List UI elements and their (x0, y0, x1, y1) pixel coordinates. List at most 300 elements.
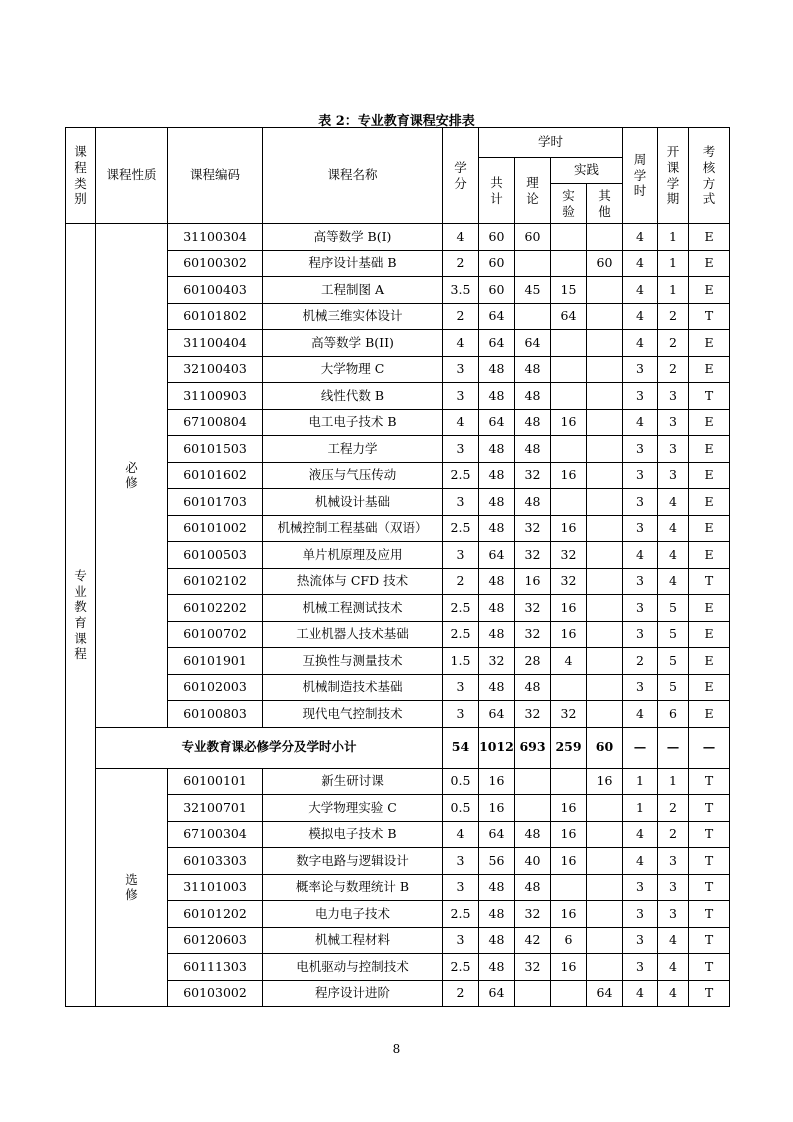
cell-sem: 3 (658, 901, 689, 928)
cell-other (587, 409, 623, 436)
cell-weekly: 3 (623, 383, 658, 410)
cell-name: 互换性与测量技术 (263, 648, 443, 675)
cell-code: 60102202 (168, 595, 263, 622)
cell-other (587, 462, 623, 489)
cell-exp: 16 (551, 462, 587, 489)
cell-sem: 3 (658, 436, 689, 463)
cell-assess: E (689, 701, 730, 728)
cell-name: 大学物理实验 C (263, 795, 443, 822)
header-semester: 开课学期 (658, 128, 689, 224)
cell-total: 48 (479, 356, 515, 383)
required-cell: 必修 (96, 224, 168, 728)
cell-code: 60111303 (168, 954, 263, 981)
cell-credit: 2.5 (443, 954, 479, 981)
header-other: 其他 (587, 184, 623, 224)
cell-name: 程序设计进阶 (263, 980, 443, 1007)
cell-assess: E (689, 436, 730, 463)
cell-total: 48 (479, 954, 515, 981)
cell-assess: T (689, 927, 730, 954)
cell-weekly: 4 (623, 303, 658, 330)
cell-name: 现代电气控制技术 (263, 701, 443, 728)
cell-exp (551, 224, 587, 251)
cell-exp: 64 (551, 303, 587, 330)
cell-sem: 6 (658, 701, 689, 728)
cell-sem: 2 (658, 821, 689, 848)
cell-exp: 6 (551, 927, 587, 954)
cell-sem: 4 (658, 489, 689, 516)
subtotal-total: 1012 (479, 727, 515, 768)
cell-total: 48 (479, 595, 515, 622)
category-cell: 专业教育课程 (66, 224, 96, 1007)
cell-sem: 4 (658, 980, 689, 1007)
cell-other (587, 356, 623, 383)
cell-weekly: 3 (623, 901, 658, 928)
cell-code: 60101002 (168, 515, 263, 542)
cell-weekly: 2 (623, 648, 658, 675)
cell-assess: T (689, 795, 730, 822)
cell-code: 60100503 (168, 542, 263, 569)
cell-name: 机械三维实体设计 (263, 303, 443, 330)
cell-weekly: 3 (623, 874, 658, 901)
cell-weekly: 3 (623, 436, 658, 463)
cell-assess: T (689, 980, 730, 1007)
cell-other (587, 330, 623, 357)
cell-credit: 0.5 (443, 795, 479, 822)
cell-weekly: 4 (623, 542, 658, 569)
cell-theory: 60 (515, 224, 551, 251)
cell-code: 60100101 (168, 768, 263, 795)
subtotal-exp: 259 (551, 727, 587, 768)
cell-credit: 2 (443, 303, 479, 330)
cell-total: 60 (479, 277, 515, 304)
cell-other (587, 927, 623, 954)
cell-theory (515, 795, 551, 822)
cell-credit: 3 (443, 674, 479, 701)
cell-credit: 3 (443, 701, 479, 728)
cell-other (587, 821, 623, 848)
header-theory: 理论 (515, 158, 551, 224)
cell-name: 电工电子技术 B (263, 409, 443, 436)
cell-code: 60102102 (168, 568, 263, 595)
subtotal-weekly: — (623, 727, 658, 768)
header-assessment: 考核方式 (689, 128, 730, 224)
cell-sem: 4 (658, 954, 689, 981)
cell-credit: 4 (443, 224, 479, 251)
cell-exp (551, 383, 587, 410)
cell-code: 60102003 (168, 674, 263, 701)
cell-exp: 32 (551, 701, 587, 728)
cell-assess: T (689, 821, 730, 848)
cell-sem: 4 (658, 568, 689, 595)
cell-assess: T (689, 954, 730, 981)
cell-weekly: 4 (623, 250, 658, 277)
cell-sem: 5 (658, 621, 689, 648)
cell-weekly: 3 (623, 927, 658, 954)
cell-other (587, 621, 623, 648)
cell-credit: 3 (443, 927, 479, 954)
cell-theory: 48 (515, 674, 551, 701)
cell-assess: E (689, 542, 730, 569)
cell-code: 60101802 (168, 303, 263, 330)
header-weekly: 周学时 (623, 128, 658, 224)
cell-credit: 3 (443, 848, 479, 875)
cell-other (587, 542, 623, 569)
cell-other (587, 795, 623, 822)
cell-name: 模拟电子技术 B (263, 821, 443, 848)
cell-weekly: 3 (623, 462, 658, 489)
cell-weekly: 4 (623, 848, 658, 875)
cell-assess: T (689, 874, 730, 901)
elective-cell: 选修 (96, 768, 168, 1007)
cell-total: 48 (479, 383, 515, 410)
cell-sem: 3 (658, 409, 689, 436)
cell-credit: 2.5 (443, 621, 479, 648)
cell-theory: 28 (515, 648, 551, 675)
cell-theory: 48 (515, 409, 551, 436)
cell-exp: 32 (551, 568, 587, 595)
cell-exp (551, 436, 587, 463)
header-practice: 实践 (551, 158, 623, 184)
cell-other: 16 (587, 768, 623, 795)
cell-weekly: 4 (623, 330, 658, 357)
cell-exp: 32 (551, 542, 587, 569)
cell-name: 数字电路与逻辑设计 (263, 848, 443, 875)
subtotal-sem: — (658, 727, 689, 768)
cell-total: 48 (479, 436, 515, 463)
cell-other (587, 224, 623, 251)
cell-credit: 0.5 (443, 768, 479, 795)
cell-weekly: 3 (623, 595, 658, 622)
cell-assess: E (689, 277, 730, 304)
cell-exp: 16 (551, 621, 587, 648)
cell-credit: 3.5 (443, 277, 479, 304)
cell-credit: 2 (443, 568, 479, 595)
cell-code: 31101003 (168, 874, 263, 901)
subtotal-other: 60 (587, 727, 623, 768)
cell-assess: T (689, 303, 730, 330)
cell-code: 32100701 (168, 795, 263, 822)
cell-weekly: 3 (623, 515, 658, 542)
cell-total: 32 (479, 648, 515, 675)
cell-credit: 4 (443, 330, 479, 357)
cell-exp (551, 980, 587, 1007)
cell-sem: 5 (658, 674, 689, 701)
cell-other (587, 277, 623, 304)
cell-code: 60103303 (168, 848, 263, 875)
cell-assess: T (689, 848, 730, 875)
cell-sem: 4 (658, 927, 689, 954)
cell-weekly: 4 (623, 409, 658, 436)
cell-theory: 32 (515, 462, 551, 489)
cell-code: 60101901 (168, 648, 263, 675)
cell-exp (551, 330, 587, 357)
subtotal-row (66, 727, 730, 768)
cell-sem: 2 (658, 356, 689, 383)
cell-total: 64 (479, 330, 515, 357)
cell-total: 48 (479, 901, 515, 928)
cell-theory (515, 250, 551, 277)
cell-sem: 3 (658, 383, 689, 410)
cell-sem: 4 (658, 515, 689, 542)
cell-weekly: 4 (623, 701, 658, 728)
cell-credit: 3 (443, 874, 479, 901)
cell-exp: 16 (551, 409, 587, 436)
cell-total: 64 (479, 701, 515, 728)
header-total: 共计 (479, 158, 515, 224)
cell-name: 高等数学 B(II) (263, 330, 443, 357)
cell-credit: 3 (443, 436, 479, 463)
cell-name: 工业机器人技术基础 (263, 621, 443, 648)
cell-other (587, 874, 623, 901)
cell-assess: E (689, 674, 730, 701)
cell-credit: 3 (443, 542, 479, 569)
cell-other (587, 303, 623, 330)
cell-theory: 32 (515, 515, 551, 542)
cell-code: 60100702 (168, 621, 263, 648)
cell-code: 60101503 (168, 436, 263, 463)
cell-name: 机械工程材料 (263, 927, 443, 954)
subtotal-label: 专业教育课必修学分及学时小计 (96, 727, 443, 768)
header-nature: 课程性质 (96, 128, 168, 224)
cell-sem: 3 (658, 462, 689, 489)
cell-exp: 16 (551, 515, 587, 542)
cell-weekly: 4 (623, 821, 658, 848)
header-name: 课程名称 (263, 128, 443, 224)
cell-theory: 64 (515, 330, 551, 357)
cell-theory: 40 (515, 848, 551, 875)
cell-code: 60100803 (168, 701, 263, 728)
cell-exp (551, 489, 587, 516)
cell-total: 64 (479, 409, 515, 436)
cell-credit: 4 (443, 821, 479, 848)
cell-name: 线性代数 B (263, 383, 443, 410)
cell-total: 64 (479, 980, 515, 1007)
cell-code: 60101602 (168, 462, 263, 489)
cell-code: 60101202 (168, 901, 263, 928)
cell-sem: 2 (658, 330, 689, 357)
cell-total: 48 (479, 515, 515, 542)
cell-name: 电力电子技术 (263, 901, 443, 928)
cell-sem: 1 (658, 224, 689, 251)
cell-theory: 45 (515, 277, 551, 304)
cell-assess: T (689, 901, 730, 928)
cell-theory: 48 (515, 821, 551, 848)
cell-other (587, 954, 623, 981)
cell-weekly: 4 (623, 277, 658, 304)
cell-code: 60100302 (168, 250, 263, 277)
cell-theory (515, 980, 551, 1007)
cell-total: 48 (479, 621, 515, 648)
cell-name: 工程力学 (263, 436, 443, 463)
cell-credit: 3 (443, 383, 479, 410)
cell-assess: E (689, 515, 730, 542)
cell-sem: 1 (658, 768, 689, 795)
cell-total: 64 (479, 303, 515, 330)
cell-theory (515, 303, 551, 330)
cell-other (587, 515, 623, 542)
header-credit: 学分 (443, 128, 479, 224)
cell-total: 64 (479, 821, 515, 848)
cell-other (587, 674, 623, 701)
cell-code: 32100403 (168, 356, 263, 383)
cell-credit: 3 (443, 356, 479, 383)
cell-theory: 48 (515, 356, 551, 383)
cell-name: 程序设计基础 B (263, 250, 443, 277)
cell-sem: 2 (658, 795, 689, 822)
cell-other (587, 383, 623, 410)
cell-assess: T (689, 568, 730, 595)
cell-sem: 3 (658, 874, 689, 901)
cell-other (587, 595, 623, 622)
cell-weekly: 1 (623, 768, 658, 795)
cell-exp: 16 (551, 595, 587, 622)
table-row (66, 768, 730, 795)
cell-name: 单片机原理及应用 (263, 542, 443, 569)
cell-weekly: 1 (623, 795, 658, 822)
cell-theory: 32 (515, 701, 551, 728)
cell-weekly: 3 (623, 674, 658, 701)
cell-total: 48 (479, 568, 515, 595)
cell-assess: E (689, 330, 730, 357)
cell-exp: 16 (551, 848, 587, 875)
page-number: 8 (392, 1042, 401, 1056)
cell-exp: 16 (551, 821, 587, 848)
cell-credit: 1.5 (443, 648, 479, 675)
cell-credit: 2.5 (443, 901, 479, 928)
cell-assess: E (689, 462, 730, 489)
cell-theory: 32 (515, 954, 551, 981)
cell-total: 16 (479, 768, 515, 795)
cell-other (587, 489, 623, 516)
cell-name: 工程制图 A (263, 277, 443, 304)
cell-name: 大学物理 C (263, 356, 443, 383)
header-hours: 学时 (479, 128, 623, 158)
cell-name: 机械制造技术基础 (263, 674, 443, 701)
cell-code: 60103002 (168, 980, 263, 1007)
cell-theory: 48 (515, 383, 551, 410)
header-experiment: 实验 (551, 184, 587, 224)
cell-sem: 5 (658, 595, 689, 622)
cell-credit: 3 (443, 489, 479, 516)
cell-assess: T (689, 768, 730, 795)
cell-name: 机械工程测试技术 (263, 595, 443, 622)
cell-code: 31100903 (168, 383, 263, 410)
subtotal-credit: 54 (443, 727, 479, 768)
cell-theory: 48 (515, 489, 551, 516)
cell-other: 60 (587, 250, 623, 277)
table-title: 表 2：专业教育课程安排表 (318, 114, 475, 129)
cell-exp (551, 768, 587, 795)
cell-exp: 16 (551, 901, 587, 928)
cell-other (587, 701, 623, 728)
cell-sem: 4 (658, 542, 689, 569)
subtotal-assess: — (689, 727, 730, 768)
cell-exp: 16 (551, 954, 587, 981)
cell-credit: 2 (443, 980, 479, 1007)
cell-total: 48 (479, 874, 515, 901)
table-row (66, 224, 730, 251)
cell-exp: 15 (551, 277, 587, 304)
cell-theory: 42 (515, 927, 551, 954)
cell-sem: 1 (658, 250, 689, 277)
cell-other (587, 648, 623, 675)
cell-total: 16 (479, 795, 515, 822)
cell-sem: 3 (658, 848, 689, 875)
cell-total: 48 (479, 462, 515, 489)
cell-assess: E (689, 224, 730, 251)
course-table (65, 127, 730, 1007)
cell-other (587, 568, 623, 595)
cell-theory: 16 (515, 568, 551, 595)
cell-name: 热流体与 CFD 技术 (263, 568, 443, 595)
header-code: 课程编码 (168, 128, 263, 224)
cell-other: 64 (587, 980, 623, 1007)
cell-exp: 16 (551, 795, 587, 822)
cell-total: 60 (479, 250, 515, 277)
cell-assess: T (689, 383, 730, 410)
cell-assess: E (689, 648, 730, 675)
cell-sem: 2 (658, 303, 689, 330)
cell-theory: 32 (515, 621, 551, 648)
cell-total: 64 (479, 542, 515, 569)
cell-credit: 2.5 (443, 515, 479, 542)
cell-total: 56 (479, 848, 515, 875)
cell-weekly: 3 (623, 489, 658, 516)
cell-name: 高等数学 B(I) (263, 224, 443, 251)
cell-exp (551, 250, 587, 277)
cell-code: 31100404 (168, 330, 263, 357)
cell-credit: 2 (443, 250, 479, 277)
cell-theory: 32 (515, 542, 551, 569)
cell-total: 60 (479, 224, 515, 251)
cell-assess: E (689, 409, 730, 436)
cell-other (587, 848, 623, 875)
cell-name: 液压与气压传动 (263, 462, 443, 489)
cell-code: 60101703 (168, 489, 263, 516)
cell-weekly: 3 (623, 621, 658, 648)
cell-theory: 48 (515, 436, 551, 463)
cell-theory: 48 (515, 874, 551, 901)
cell-total: 48 (479, 674, 515, 701)
cell-assess: E (689, 250, 730, 277)
cell-assess: E (689, 489, 730, 516)
cell-theory: 32 (515, 595, 551, 622)
cell-total: 48 (479, 489, 515, 516)
cell-other (587, 436, 623, 463)
cell-exp (551, 874, 587, 901)
cell-code: 31100304 (168, 224, 263, 251)
cell-assess: E (689, 356, 730, 383)
cell-assess: E (689, 595, 730, 622)
cell-exp (551, 356, 587, 383)
cell-exp: 4 (551, 648, 587, 675)
header-category: 课程类别 (66, 128, 96, 224)
cell-theory (515, 768, 551, 795)
cell-code: 67100304 (168, 821, 263, 848)
subtotal-theory: 693 (515, 727, 551, 768)
cell-assess: E (689, 621, 730, 648)
cell-weekly: 3 (623, 568, 658, 595)
cell-weekly: 4 (623, 224, 658, 251)
cell-name: 机械设计基础 (263, 489, 443, 516)
cell-name: 概率论与数理统计 B (263, 874, 443, 901)
cell-weekly: 3 (623, 356, 658, 383)
cell-sem: 1 (658, 277, 689, 304)
cell-code: 60100403 (168, 277, 263, 304)
cell-exp (551, 674, 587, 701)
cell-weekly: 3 (623, 954, 658, 981)
cell-weekly: 4 (623, 980, 658, 1007)
